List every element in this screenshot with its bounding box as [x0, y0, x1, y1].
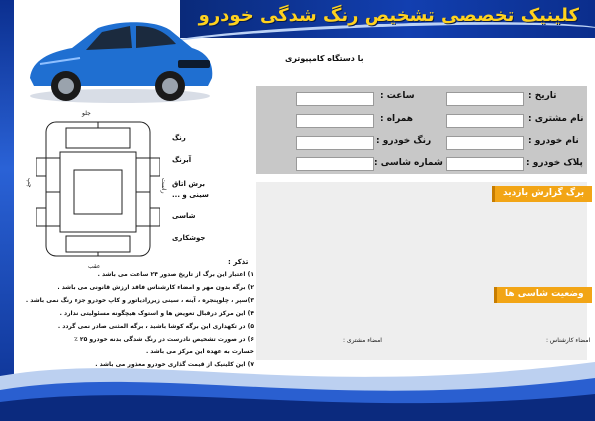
car-illustration [20, 8, 220, 108]
car-color-label: رنگ خودرو : [376, 136, 432, 146]
legend-item-chassis: شاسی [172, 212, 196, 220]
date-label: تاریخ : [528, 91, 557, 101]
device-label: با دستگاه کامپیوتری [285, 54, 364, 63]
diagram-left-label: چپ [26, 178, 33, 188]
legend-item-cabin-cut: برش اتاق [172, 180, 205, 188]
chassis-number-label: شماره شاسی : [374, 158, 443, 168]
legend-item-welding: جوشکاری [172, 234, 206, 242]
note-line: ۴) این مرکز درقبال تعویض ها و استوک هیچگونه مسئولیتی ندارد . [59, 310, 254, 317]
header-title: کلینیک تخصصی تشخیص رنگ شدگی خودرو [198, 5, 579, 26]
notes-title: تذکر : [228, 258, 249, 266]
bottom-wave-decoration [0, 340, 595, 421]
car-top-view-diagram [36, 118, 160, 262]
diagram-front-label: جلو [82, 110, 91, 117]
chassis-number-field[interactable] [296, 157, 374, 171]
diagram-right-label: راست [160, 178, 167, 194]
report-panel [256, 182, 587, 360]
note-line: خسارت به عهده این مرکز می باشد . [145, 348, 254, 355]
car-color-field[interactable] [296, 136, 374, 150]
plate-label: پلاک خودرو : [526, 158, 583, 168]
note-line: ۱) اعتبار این برگ از تاریخ صدور ۲۴ ساعت می باشد . [97, 271, 254, 278]
companion-field[interactable] [296, 114, 374, 128]
plate-field[interactable] [446, 157, 524, 171]
note-line: ۵) در تکهداری این برگه کوشا باشید ، برگه المثنی صادر نمی گردد . [57, 323, 254, 330]
time-field[interactable] [296, 92, 374, 106]
customer-name-field[interactable] [446, 114, 524, 128]
car-name-field[interactable] [446, 136, 524, 150]
car-name-label: نام خودرو : [528, 136, 579, 146]
note-line: ۲) برگه بدون مهر و امضاء کارشناس فاقد ارزش قانونی می باشد . [57, 284, 254, 291]
visit-report-tag: برگ گزارش بازدید [492, 186, 592, 202]
note-line: ۳)سپر ، چلوپنجره ، آینه ، سینی زیررادیاتور و کاپ خودرو جزء رنگ نمی باشد . [25, 297, 254, 304]
legend-item-watercolor: آبرنگ [172, 156, 192, 164]
time-label: ساعت : [380, 91, 415, 101]
note-line: ۶) در صورت تشخیص نادرست در رنگ شدگی بدنه خودرو ۲۵ ٪ [74, 336, 254, 343]
chassis-status-tag: وضعیت شاسی ها [494, 287, 592, 303]
expert-signature-label: امضاء کارشناس : [546, 337, 591, 344]
note-line: ۷) این کلینیک از قیمت گذاری خودرو معذور می باشد . [95, 361, 254, 368]
customer-signature-label: امضاء مشتری : [343, 337, 382, 344]
diagram-rear-label: عقب [88, 263, 101, 270]
legend-item-paint: رنگ [172, 134, 186, 142]
legend-item-tray: سینی و ... [172, 191, 209, 199]
companion-label: همراه : [380, 114, 414, 124]
date-field[interactable] [446, 92, 524, 106]
customer-name-label: نام مشتری : [528, 114, 584, 124]
